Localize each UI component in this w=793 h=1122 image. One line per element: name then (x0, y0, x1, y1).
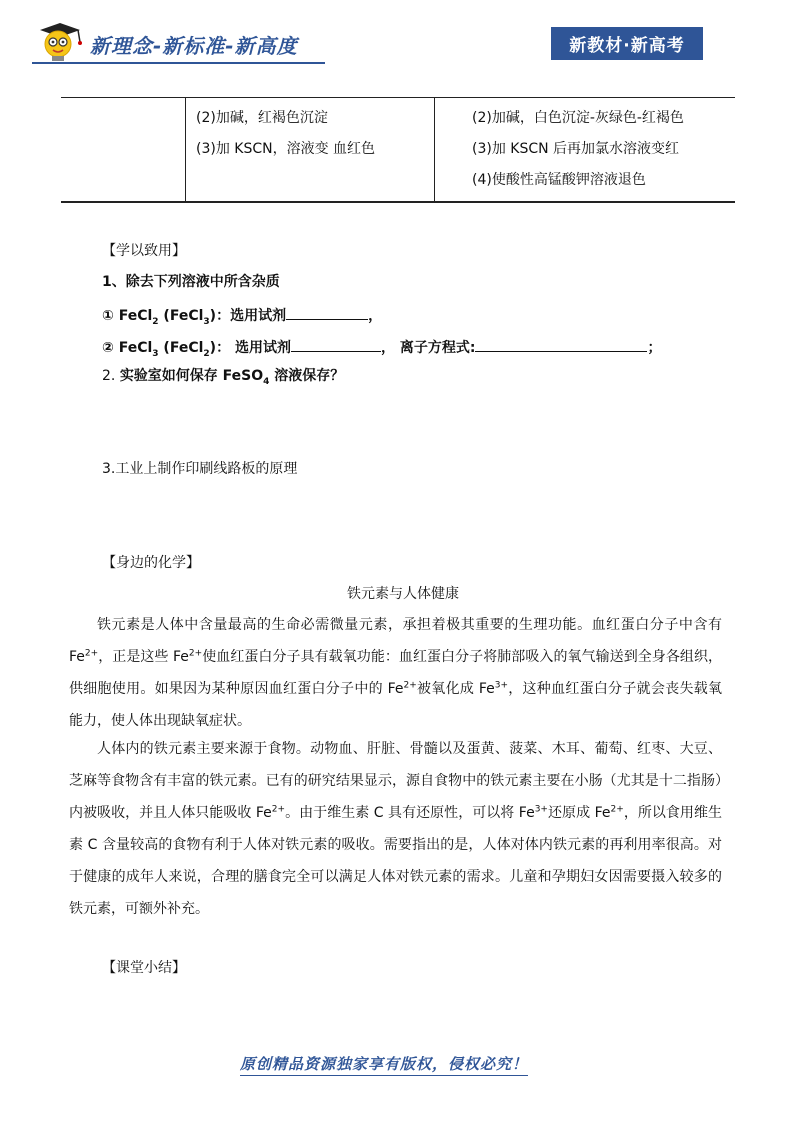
header-slogan: 新理念-新标准-新高度 (90, 34, 298, 58)
answer-blank-reagent-1[interactable] (286, 303, 368, 320)
article-paragraph-2: 人体内的铁元素主要来源于食物。动物血、肝脏、骨髓以及蛋黄、菠菜、木耳、葡萄、红枣、大豆、芝麻等食物含有丰富的铁元素。已有的研究结果显示，源自食物中的铁元素主要在小肠（尤其是十二指肠）内被吸收，并且人体只能吸收 $Fe^{2+}$。由于维生素 C 具有还原性，可以将 $Fe^{3+}$还原成 $Fe^{2+}$，所以食用维生素 C 含量较高的食物有利于人体对铁元素的吸收。需要指出的是，人体对体内铁元素的再利用率很高。对于健康的成年人来说，合理的膳食完全可以满足人体对铁元素的需求。儿童和孕期妇女因需要摄入较多的铁元素，可额外补充。 (69, 741, 722, 917)
table-bottom-border (61, 201, 735, 203)
question-1b: ② FeCl$_3$ (FeCl$_2$)： 选用试剂 ， 离子方程式: ； (102, 335, 661, 358)
table-top-border (61, 97, 735, 98)
copyright-notice: 原创精品资源独家享有版权，侵权必究！ (240, 1053, 528, 1076)
table-item: (2)加碱，白色沉淀-灰绿色-红褐色 (472, 110, 684, 126)
answer-blank-reagent-2[interactable] (291, 335, 381, 352)
table-item: (3)加 KSCN 后再加氯水溶液变红 (472, 141, 680, 157)
table-item: (2)加碱，红褐色沉淀 (196, 110, 328, 126)
table-column-divider (185, 97, 186, 202)
section-heading-practice: 【学以致用】 (102, 243, 186, 259)
table-cell-right (472, 103, 684, 196)
header-badge: 新教材·新高考 (551, 27, 703, 60)
table-column-divider (434, 97, 435, 202)
section-heading-chemistry: 【身边的化学】 (102, 555, 200, 571)
table-cell-left (196, 103, 375, 165)
table-item: (4)使酸性高锰酸钾溶液退色 (472, 172, 646, 188)
header-underline (32, 62, 325, 64)
question-1a: ① FeCl$_2$ (FeCl$_3$)：选用试剂 ， (102, 303, 382, 326)
mascot-icon (34, 20, 86, 64)
table-item: (3)加 KSCN，溶液变 血红色 (196, 141, 376, 157)
answer-blank-ionic-equation[interactable] (475, 335, 647, 352)
question-2: 2. 实验室如何保存 FeSO$_4$ 溶液保存？ (102, 368, 345, 387)
section-heading-summary: 【课堂小结】 (102, 960, 186, 976)
question-3: 3.工业上制作印刷线路板的原理 (102, 461, 298, 477)
article-paragraph-1: 铁元素是人体中含量最高的生命必需微量元素，承担着极其重要的生理功能。血红蛋白分子中含有 $Fe^{2+}$，正是这些 $Fe^{2+}$使血红蛋白分子具有载氧功能：血红蛋白分子将肺部吸入的氧气输送到全身各组织，供细胞使用。如果因为某种原因血红蛋白分子中的 $Fe^{2+}$被氧化成 $Fe^{3+}$，这种血红蛋白分子就会丧失载氧能力，使人体出现缺氧症状。 (69, 617, 722, 729)
article-title: 铁元素与人体健康 (347, 586, 459, 602)
question-1: 1、除去下列溶液中所含杂质 (102, 274, 280, 290)
